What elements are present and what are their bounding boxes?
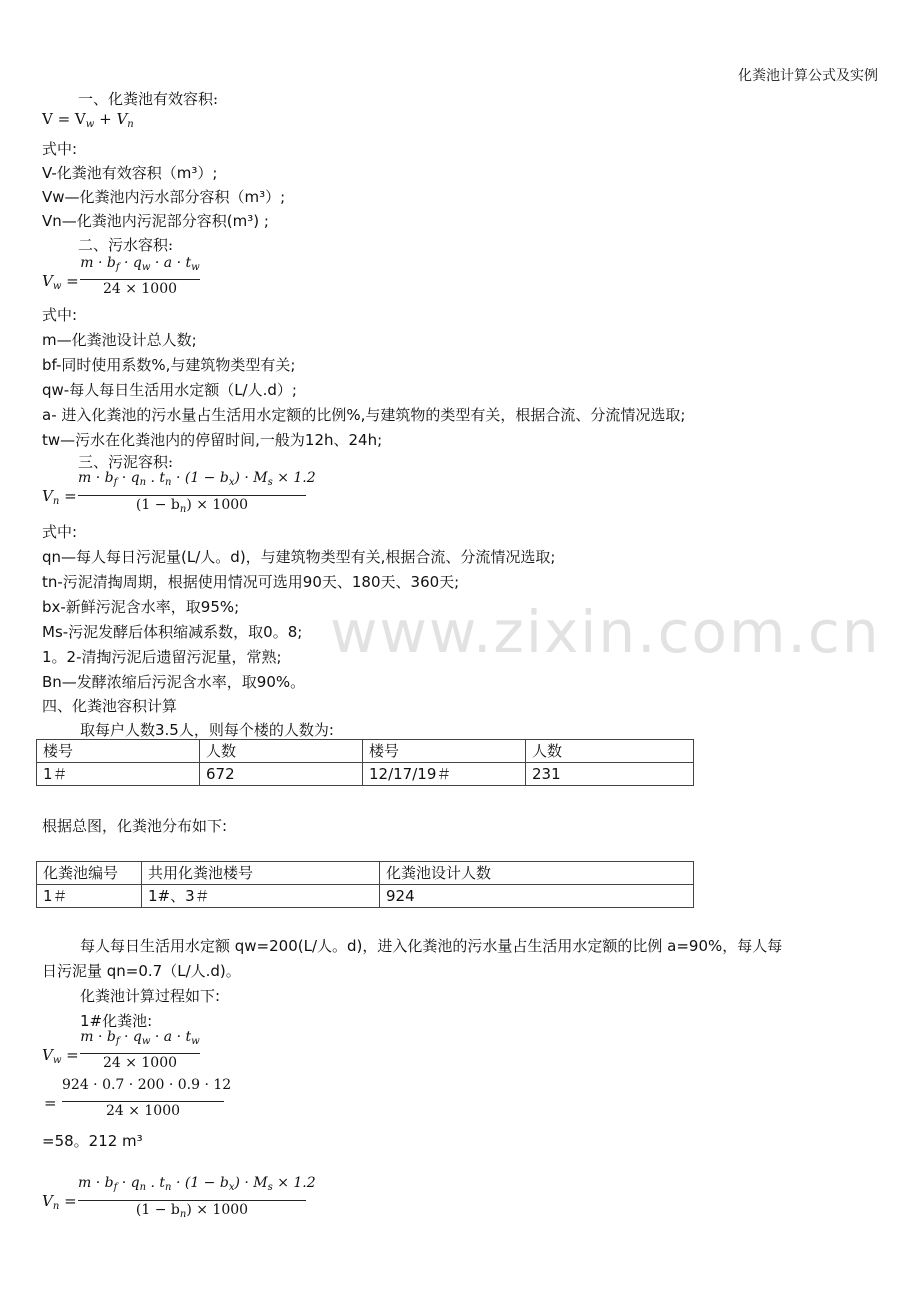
table-cell: 1＃ — [37, 885, 142, 908]
def-qn: qn—每人每日污泥量(L/人。d)，与建筑物类型有关,根据合流、分流情况选取; — [42, 548, 556, 566]
def-bn: Bn—发酵浓缩后污泥含水率，取90%。 — [42, 673, 306, 691]
formula-total-volume: $V = V_w + V_n$ — [42, 110, 134, 130]
table-septic-tank-distribution — [36, 861, 694, 908]
section3-heading: 三、污泥容积: — [78, 453, 174, 471]
section4-heading: 四、化粪池容积计算 — [42, 697, 178, 715]
table-header-row — [37, 862, 694, 885]
def-tn: tn-污泥清掏周期，根据使用情况可选用90天、180天、360天; — [42, 573, 460, 591]
calc-substituted-numerator: 924 · 0.7 · 200 · 0.9 · 12 — [62, 1077, 232, 1093]
calc-vn-fraction: $m \cdot b_f \cdot q_n$ . $t_n \cdot (1 - b_x) \cdot M_s \times 1.2$ $(1 - b_n) \times 1000$ — [78, 1175, 316, 1220]
calc-vw-fraction: $m \cdot b_f \cdot q_w \cdot a \cdot t_w$ 24 × 1000 — [80, 1029, 200, 1071]
table-row — [37, 885, 694, 908]
formula-vn-fraction: $m \cdot b_f \cdot q_n$ . $t_n \cdot (1 - b_x) \cdot M_s \times 1.2$ $(1 - b_n) \times 1000$ — [78, 470, 316, 515]
params-line-1: 每人每日生活用水定额 qw=200(L/人。d)，进入化粪池的污水量占生活用水定额的比例 a=90%，每人每 — [80, 937, 783, 955]
formula-vw-fraction — [80, 255, 200, 301]
section2-heading: 二、污水容积: — [78, 236, 174, 254]
table-cell: 924 — [380, 885, 694, 908]
table-header-cell: 共用化粪池楼号 — [142, 862, 380, 885]
table-header-cell: 楼号 — [363, 740, 526, 763]
table-header-cell: 人数 — [526, 740, 694, 763]
def-vn: Vn—化粪池内污泥部分容积(m³) ; — [42, 212, 269, 230]
calc-equals-sign: = — [44, 1094, 57, 1112]
section3-where-label: 式中: — [42, 523, 78, 541]
watermark: www.zixin.com.cn — [330, 598, 881, 666]
table-header-cell: 化粪池设计人数 — [380, 862, 694, 885]
tank-label: 1#化粪池: — [80, 1012, 153, 1030]
def-m: m—化粪池设计总人数; — [42, 331, 197, 349]
section1-heading: 一、化粪池有效容积: — [78, 90, 219, 108]
formula-vn-lhs: $V_n$ = — [42, 487, 77, 507]
section4-intro: 取每户人数3.5人，则每个楼的人数为: — [80, 721, 334, 739]
formula-vw-denominator: 24 × 1000 — [102, 281, 178, 297]
section1-where-label: 式中: — [42, 140, 78, 158]
def-bf: bf-同时使用系数%,与建筑物类型有关; — [42, 356, 296, 374]
def-qw: qw-每人每日生活用水定额（L/人.d）; — [42, 381, 297, 399]
def-residual: 1。2-清掏污泥后遗留污泥量，常熟; — [42, 648, 282, 666]
table-header-row — [37, 740, 694, 763]
def-tw: tw—污水在化粪池内的停留时间,一般为12h、24h; — [42, 431, 383, 449]
table-header-cell: 人数 — [200, 740, 363, 763]
table-cell: 1＃ — [37, 763, 200, 786]
section2-where-label: 式中: — [42, 306, 78, 324]
def-ms: Ms-污泥发酵后体积缩减系数，取0。8; — [42, 623, 303, 641]
def-bx: bx-新鲜污泥含水率，取95%; — [42, 598, 240, 616]
table-header-cell: 化粪池编号 — [37, 862, 142, 885]
table-cell: 672 — [200, 763, 363, 786]
distribution-text: 根据总图，化粪池分布如下: — [42, 817, 228, 835]
table-cell: 1#、3＃ — [142, 885, 380, 908]
calc-vw-lhs: $V_w$ = — [42, 1046, 79, 1066]
formula-vw-numerator: $m \cdot b_f \cdot q_w \cdot a \cdot t_w$ — [80, 255, 200, 273]
process-label: 化粪池计算过程如下: — [80, 987, 221, 1005]
table-row — [37, 763, 694, 786]
calc-vn-lhs: $V_n$ = — [42, 1192, 77, 1212]
table-building-population — [36, 739, 694, 786]
table-header-cell: 楼号 — [37, 740, 200, 763]
formula-vw-lhs: $V_w$ = — [42, 272, 79, 292]
calc-substituted-denominator: 24 × 1000 — [105, 1103, 181, 1119]
calc-result: =58。212 m³ — [42, 1132, 143, 1150]
def-a: a- 进入化粪池的污水量占生活用水定额的比例%,与建筑物的类型有关，根据合流、分流情况选取; — [42, 406, 686, 424]
calc-substituted-fraction — [62, 1077, 232, 1123]
page-header-title: 化粪池计算公式及实例 — [738, 68, 878, 84]
table-cell: 12/17/19＃ — [363, 763, 526, 786]
def-vw: Vw—化粪池内污水部分容积（m³）; — [42, 188, 286, 206]
params-line-2: 日污泥量 qn=0.7（L/人.d)。 — [42, 962, 241, 980]
table-cell: 231 — [526, 763, 694, 786]
def-v: V-化粪池有效容积（m³）; — [42, 164, 218, 182]
